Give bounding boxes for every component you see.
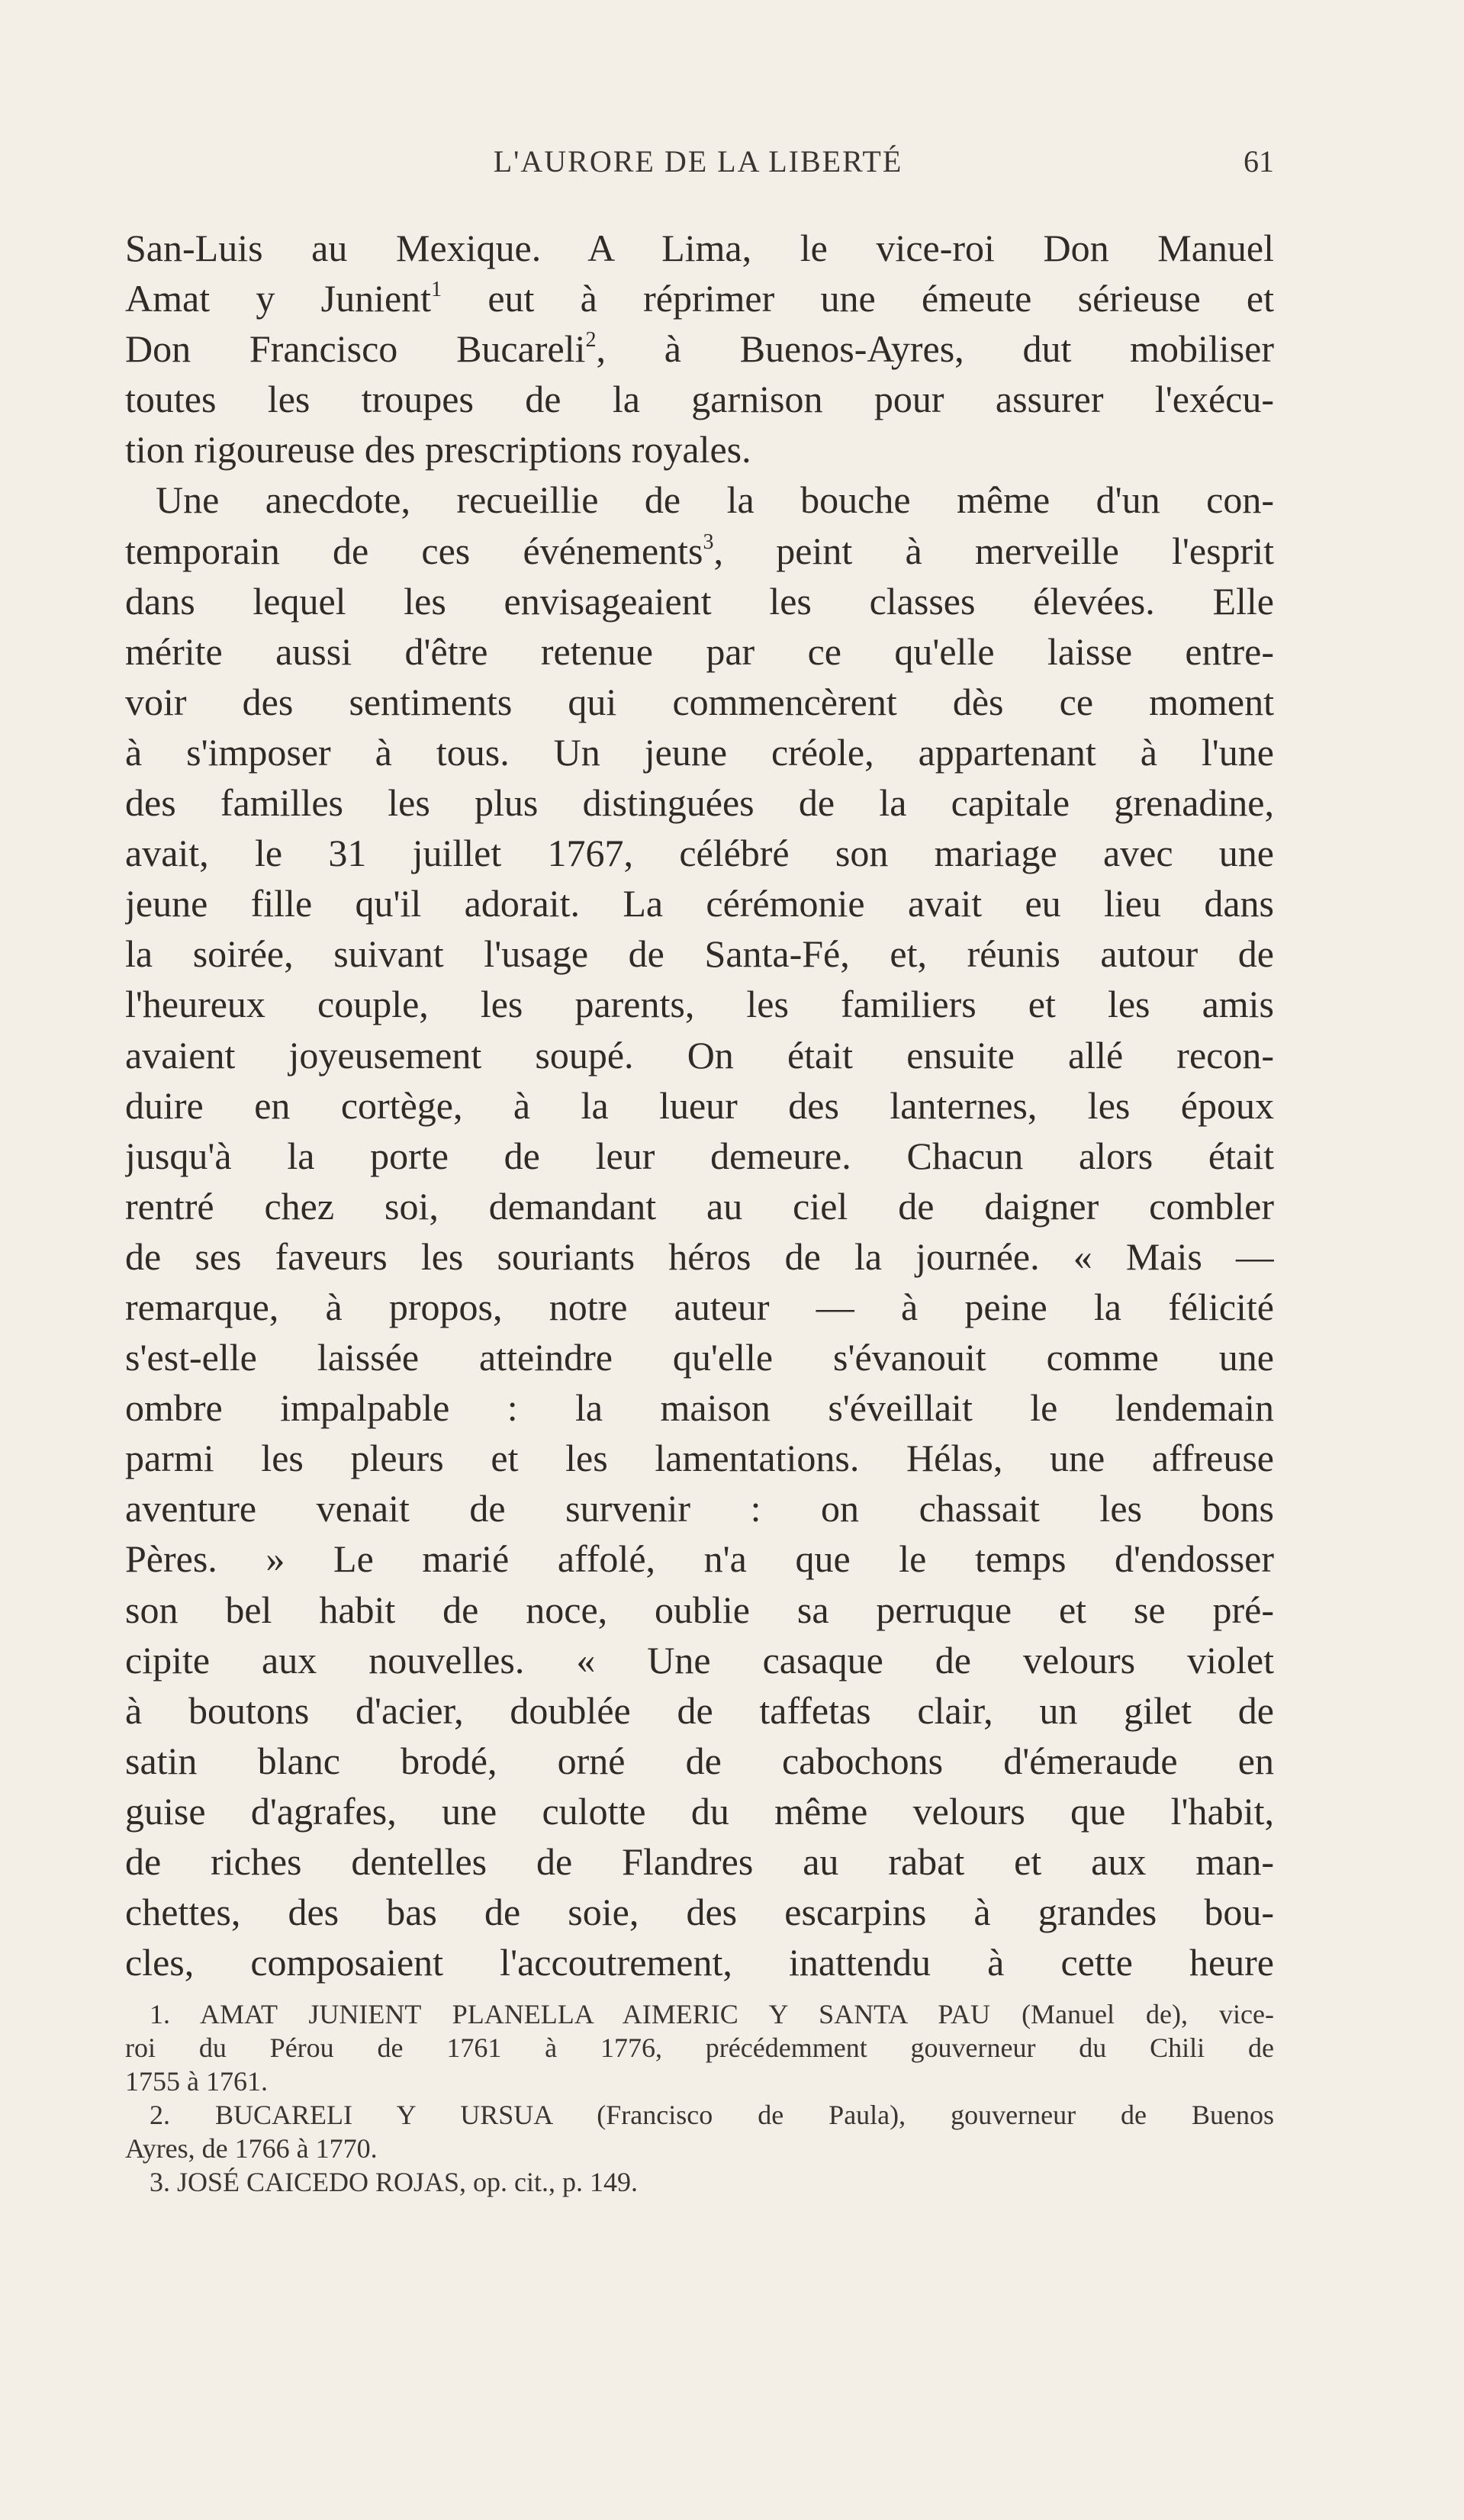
text-line: guise d'agrafes, une culotte du même velours que l'habit, xyxy=(125,1789,1274,1833)
text-line: San-Luis au Mexique. A Lima, le vice-roi Don Manuel xyxy=(125,227,1274,269)
text-line: Une anecdote, recueillie de la bouche même d'un con- xyxy=(156,478,1274,522)
text-line: voir des sentiments qui commencèrent dès ce moment xyxy=(125,680,1274,723)
footnote-1-cont: roi du Pérou de 1761 à 1776, précédemment gouverneur du Chili de xyxy=(125,2032,1274,2063)
text-line: de ses faveurs les souriants héros de la journée. « Mais — xyxy=(125,1234,1274,1278)
footnotes xyxy=(125,1997,1274,2199)
text-line: temporain de ces événements$^3$, peint à merveille l'esprit xyxy=(125,529,1274,572)
text-line: son bel habit de noce, oublie sa perruque et se pré- xyxy=(125,1588,1274,1631)
text-line: avait, le 31 juillet 1767, célébré son mariage avec une xyxy=(125,832,1274,875)
footnote-ref-1[interactable]: 1 xyxy=(431,278,442,302)
footnote-ref-2[interactable]: 2 xyxy=(585,328,597,352)
footnote-3: 3. JOSÉ CAICEDO ROJAS, op. cit., p. 149. xyxy=(150,2167,639,2197)
text-line: l'heureux couple, les parents, les familiers et les amis xyxy=(125,983,1274,1026)
text-line: chettes, des bas de soie, des escarpins à grandes bou- xyxy=(125,1891,1274,1934)
footnote-1: 1. AMAT JUNIENT PLANELLA AIMERIC Y SANTA PAU (Manuel de), vice- xyxy=(150,1999,1274,2029)
text-line: parmi les pleurs et les lamentations. Hélas, une affreuse xyxy=(125,1437,1274,1480)
page-number: 61 xyxy=(1244,144,1274,179)
text-line: satin blanc brodé, orné de cabochons d'émeraude en xyxy=(125,1739,1274,1782)
text-line: de riches dentelles de Flandres au rabat et aux man- xyxy=(125,1840,1274,1883)
body-text xyxy=(125,223,1274,1987)
text-line: mérite aussi d'être retenue par ce qu'elle laisse entre- xyxy=(125,629,1274,673)
text-line: rentré chez soi, demandant au ciel de daigner combler xyxy=(125,1184,1274,1228)
text-line: remarque, à propos, notre auteur — à peine la félicité xyxy=(125,1285,1274,1328)
text-line: tion rigoureuse des prescriptions royales. xyxy=(125,428,751,471)
running-title: L'AURORE DE LA LIBERTÉ xyxy=(493,144,903,179)
text-line: cles, composaient l'accoutrement, inattendu à cette heure xyxy=(125,1941,1274,1984)
text-line: à s'imposer à tous. Un jeune créole, appartenant à l'une xyxy=(125,730,1274,774)
footnote-ref-3[interactable]: 3 xyxy=(703,529,714,554)
footnote-1-cont: 1755 à 1761. xyxy=(125,2066,268,2097)
text-line: jeune fille qu'il adorait. La cérémonie avait eu lieu dans xyxy=(125,882,1274,925)
text-line: la soirée, suivant l'usage de Santa-Fé, et, réunis autour de xyxy=(125,932,1274,976)
text-line: ombre impalpable : la maison s'éveillait le lendemain xyxy=(125,1386,1274,1430)
text-line: des familles les plus distinguées de la capitale grenadine, xyxy=(125,781,1274,825)
running-head xyxy=(122,143,1274,189)
text-line: jusqu'à la porte de leur demeure. Chacun alors était xyxy=(125,1134,1274,1177)
footnote-2-cont: Ayres, de 1766 à 1770. xyxy=(125,2133,378,2164)
footnote-2: 2. BUCARELI Y URSUA (Francisco de Paula), gouverneur de Buenos xyxy=(150,2100,1274,2130)
text-line: s'est-elle laissée atteindre qu'elle s'évanouit comme une xyxy=(125,1336,1274,1379)
text-line: dans lequel les envisageaient les classes élevées. Elle xyxy=(125,579,1274,623)
text-line: duire en cortège, à la lueur des lanternes, les époux xyxy=(125,1083,1274,1127)
text-line: aventure venait de survenir : on chassait les bons xyxy=(125,1487,1274,1530)
text-line: Pères. » Le marié affolé, n'a que le temps d'endosser xyxy=(125,1537,1274,1581)
text-line: Amat y Junient$^1$ eut à réprimer une émeute sérieuse et xyxy=(125,277,1274,320)
text-line: Don Francisco Bucareli$^2$, à Buenos-Ayres, dut mobiliser xyxy=(125,327,1274,371)
text-line: toutes les troupes de la garnison pour assurer l'exécu- xyxy=(125,378,1274,421)
text-line: cipite aux nouvelles. « Une casaque de velours violet xyxy=(125,1638,1274,1682)
text-line: avaient joyeusement soupé. On était ensuite allé recon- xyxy=(125,1033,1274,1077)
text-line: à boutons d'acier, doublée de taffetas clair, un gilet de xyxy=(125,1688,1274,1732)
